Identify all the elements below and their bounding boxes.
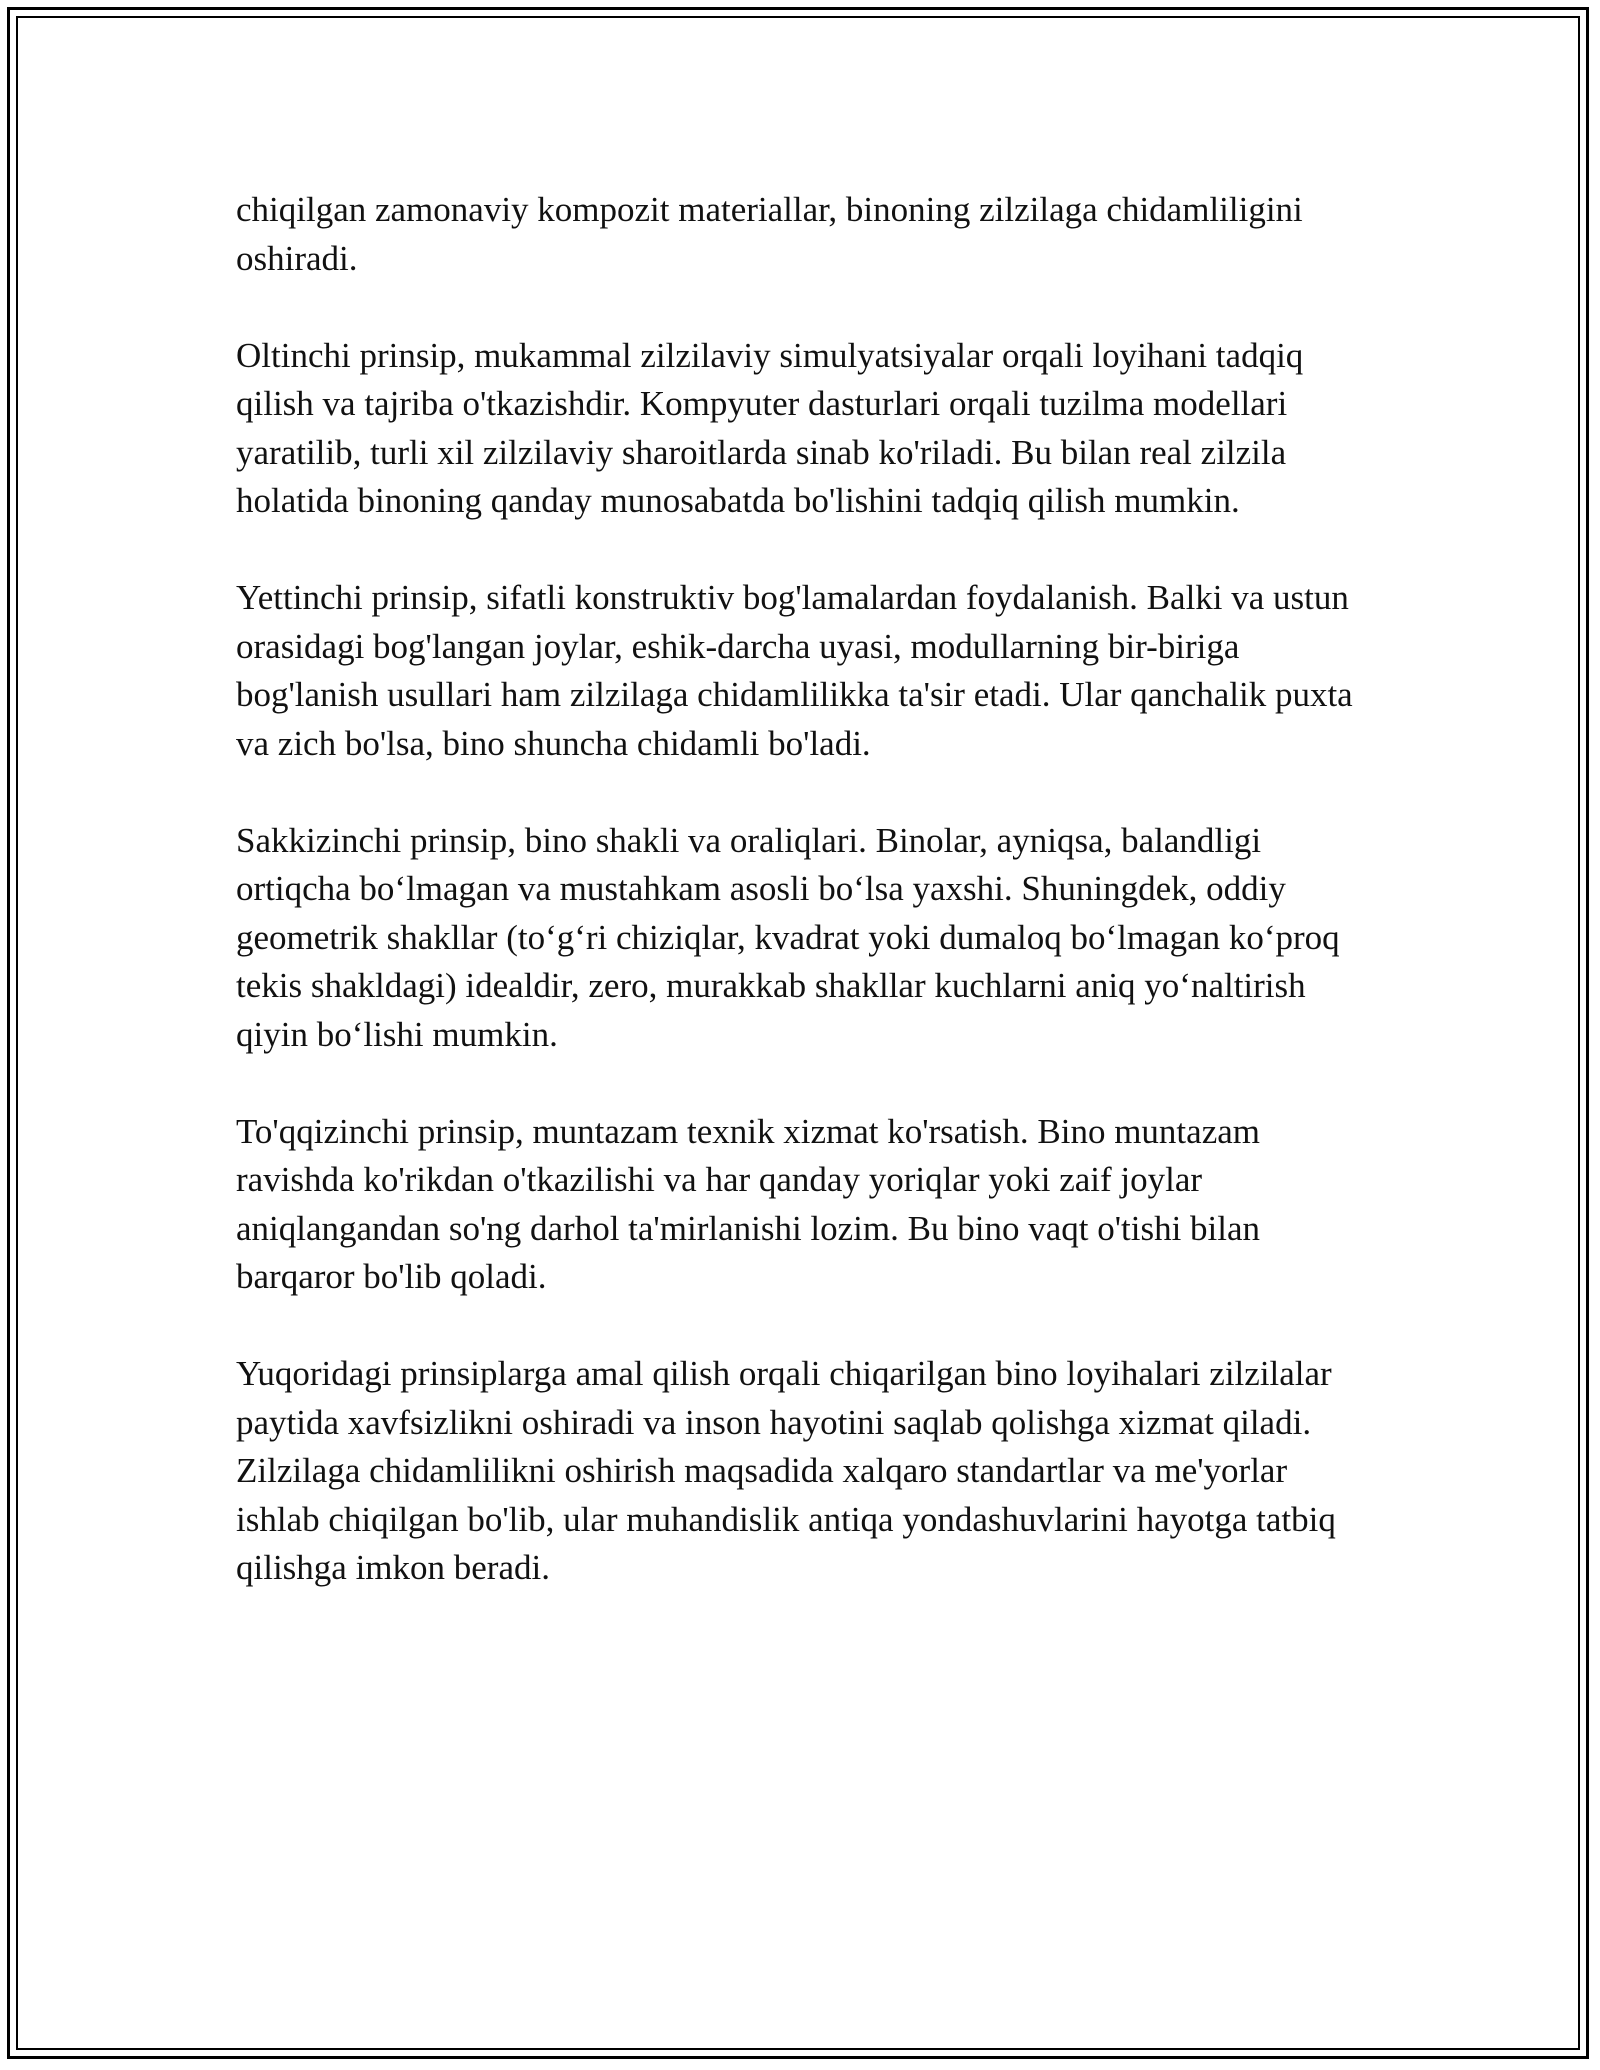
paragraph-eighth-principle: Sakkizinchi prinsip, bino shakli va oraliqlari. Binolar, ayniqsa, balandligi ortiqcha bo‘lmagan va mustahkam asosli bo‘lsa yaxshi. Shuningdek, oddiy geometrik shakllar (to‘g‘ri chiziqlar, kvadrat yoki dumaloq bo‘lmagan ko‘proq tekis shakldagi) idealdir, zero, murakkab shakllar kuchlarni aniq yo‘naltirish qiyin bo‘lishi mumkin. — [236, 820, 1340, 1054]
document-body — [236, 186, 1366, 1641]
paragraph-ninth-principle: To'qqizinchi prinsip, muntazam texnik xizmat ko'rsatish. Bino muntazam ravishda ko'rikdan o'tkazilishi va har qanday yoriqlar yoki zaif joylar aniqlangandan so'ng darhol ta'mirlanishi lozim. Bu bino vaqt o'tishi bilan barqaror bo'lib qoladi. — [236, 1111, 1261, 1296]
paragraph-sixth-principle: Oltinchi prinsip, mukammal zilzilaviy simulyatsiyalar orqali loyihani tadqiq qilish va tajriba o'tkazishdir. Kompyuter dasturlari orqali tuzilma modellari yaratilib, turli xil zilzilaviy sharoitlarda sinab ko'riladi. Bu bilan real zilzila holatida binoning qanday munosabatda bo'lishini tadqiq qilish mumkin. — [236, 335, 1304, 520]
paragraph-conclusion: Yuqoridagi prinsiplarga amal qilish orqali chiqarilgan bino loyihalari zilzilalar paytida xavfsizlikni oshiradi va inson hayotini saqlab qolishga xizmat qiladi. Zilzilaga chidamlilikni oshirish maqsadida xalqaro standartlar va me'yorlar ishlab chiqilgan bo'lib, ular muhandislik antiqa yondashuvlarini hayotga tatbiq qilishga imkon beradi. — [236, 1354, 1336, 1587]
paragraph-seventh-principle: Yettinchi prinsip, sifatli konstruktiv bog'lamalardan foydalanish. Balki va ustun orasidagi bog'langan joylar, eshik-darcha uyasi, modullarning bir-biriga bog'lanish usullari ham zilzilaga chidamlilikka ta'sir etadi. Ular qanchalik puxta va zich bo'lsa, bino shuncha chidamli bo'ladi. — [236, 578, 1353, 763]
paragraph-intro-continuation: chiqilgan zamonaviy kompozit materiallar, binoning zilzilaga chidamliligini oshiradi. — [236, 190, 1303, 278]
